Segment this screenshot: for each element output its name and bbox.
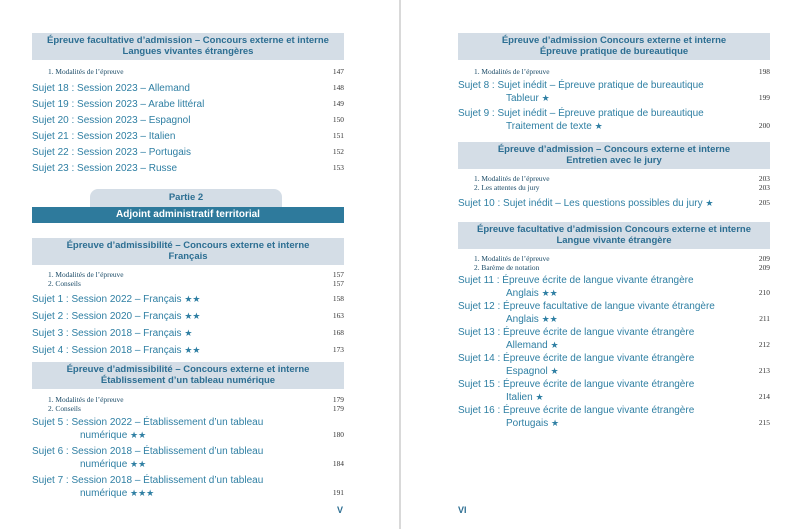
toc-entry-label: Sujet 15 : Épreuve écrite de langue vivante étrangère — [458, 379, 695, 390]
toc-entry[interactable] — [458, 275, 770, 300]
page-folio: V — [337, 505, 344, 515]
section-entretien — [458, 142, 770, 210]
toc-entry-label: Sujet 8 : Sujet inédit – Épreuve pratique de bureautique — [458, 79, 704, 91]
toc-entry-label-cont: Anglais — [506, 288, 539, 299]
toc-entry-label: Sujet 22 : Session 2023 – Portugais — [32, 146, 191, 158]
toc-entry-label: Sujet 19 : Session 2023 – Arabe littéral — [32, 98, 205, 110]
difficulty-stars: ★ — [550, 366, 559, 376]
page-number: 147 — [332, 67, 344, 76]
toc-entry[interactable] — [458, 197, 770, 210]
toc-entry[interactable] — [458, 80, 770, 105]
toc-entry[interactable] — [32, 446, 344, 471]
toc-entry-label-cont: Anglais — [506, 314, 539, 325]
page-number: 211 — [759, 314, 770, 323]
section-subtitle: Langue vivante étrangère — [556, 235, 672, 246]
difficulty-stars: ★★ — [184, 294, 201, 304]
page-number: 179 — [332, 403, 344, 413]
difficulty-stars: ★ — [550, 340, 559, 350]
section-header — [32, 238, 344, 265]
toc-subitem[interactable] — [458, 68, 770, 77]
difficulty-stars: ★ — [551, 418, 560, 428]
toc-entry-label-cont: Traitement de texte — [506, 120, 592, 132]
toc-entry-label: Sujet 6 : Session 2018 – Établissement d’un tableau — [32, 446, 264, 457]
section-subtitle: Langues vivantes étrangères — [122, 46, 254, 57]
toc-entry-label-cont: Espagnol — [506, 366, 548, 377]
toc-entry[interactable] — [458, 108, 770, 133]
toc-entry[interactable] — [32, 417, 344, 442]
section-title: Épreuve facultative d’admission – Concours externe et interne — [47, 35, 329, 46]
toc-subitem-label: 1. Modalités de l’épreuve — [474, 174, 550, 183]
difficulty-stars: ★ — [535, 392, 544, 402]
page-number: 215 — [758, 418, 770, 427]
difficulty-stars: ★ — [541, 92, 550, 103]
page-number: 209 — [758, 254, 770, 263]
page-number: 180 — [332, 430, 344, 439]
toc-entry[interactable] — [458, 379, 770, 404]
toc-entry-label-cont: Tableur — [506, 92, 539, 104]
difficulty-stars: ★★ — [130, 459, 147, 469]
page-number: 203 — [758, 182, 770, 192]
difficulty-stars: ★★ — [184, 345, 201, 355]
toc-entry[interactable] — [32, 83, 344, 95]
section-title: Épreuve d’admission Concours externe et interne — [501, 35, 727, 46]
toc-subitem[interactable] — [32, 405, 344, 414]
toc-subitem[interactable] — [32, 280, 344, 289]
toc-entry-label-cont: numérique — [80, 459, 128, 470]
toc-subitem[interactable] — [458, 264, 770, 273]
difficulty-stars: ★★ — [541, 288, 558, 298]
section-langue-vivante — [458, 222, 770, 430]
section-subtitle: Français — [168, 251, 208, 262]
page-number: 179 — [332, 395, 344, 404]
page-number: 214 — [758, 392, 770, 401]
toc-entry[interactable] — [32, 327, 344, 340]
toc-entry[interactable] — [32, 344, 344, 357]
toc-entry-label: Sujet 1 : Session 2022 – Français — [32, 294, 182, 305]
toc-entry-label: Sujet 14 : Épreuve écrite de langue vivante étrangère — [458, 353, 695, 364]
page-number: 210 — [758, 288, 770, 297]
page-number: 200 — [758, 120, 770, 130]
toc-subitem-label: 2. Barème de notation — [474, 262, 540, 272]
toc-entry-label: Sujet 5 : Session 2022 – Établissement d’un tableau — [32, 417, 264, 428]
toc-entry[interactable] — [32, 475, 344, 500]
toc-entry-label: Sujet 21 : Session 2023 – Italien — [32, 130, 176, 142]
toc-entry-label: Sujet 20 : Session 2023 – Espagnol — [32, 114, 191, 126]
section-header — [32, 33, 344, 60]
part-tab: Partie 2 — [90, 189, 282, 207]
toc-subitem-label: 1. Modalités de l’épreuve — [48, 395, 124, 404]
section-title: Épreuve facultative d’admission Concours externe et interne — [477, 224, 751, 235]
page-number: 203 — [758, 174, 770, 183]
page-number: 173 — [332, 345, 344, 354]
toc-entry[interactable] — [32, 131, 344, 143]
toc-subitem-label: 2. Conseils — [48, 403, 81, 413]
section-subtitle: Entretien avec le jury — [566, 155, 662, 166]
section-francais — [32, 238, 344, 357]
page-number: 199 — [758, 92, 770, 102]
toc-entry[interactable] — [458, 327, 770, 352]
page-number: 191 — [332, 488, 344, 497]
section-header — [458, 222, 770, 249]
toc-entry-label-cont: numérique — [80, 430, 128, 441]
toc-entry-label: Sujet 13 : Épreuve écrite de langue vivante étrangère — [458, 327, 695, 338]
toc-entry[interactable] — [32, 147, 344, 159]
page-number: 149 — [332, 98, 344, 108]
section-title: Épreuve d’admission – Concours externe et interne — [497, 144, 731, 155]
page-number: 168 — [332, 328, 344, 337]
toc-subitem[interactable] — [32, 68, 344, 77]
toc-entry-label: Sujet 10 : Sujet inédit – Les questions possibles du jury — [458, 198, 703, 209]
section-title: Épreuve d’admissibilité – Concours externe et interne — [66, 240, 310, 251]
difficulty-stars: ★ — [184, 328, 193, 338]
toc-entry-label: Sujet 11 : Épreuve écrite de langue vivante étrangère — [458, 275, 694, 286]
section-langues-vivantes — [32, 33, 344, 175]
section-tableau-numerique — [32, 362, 344, 500]
page-number: 157 — [332, 270, 344, 279]
page-number: 158 — [332, 294, 344, 303]
page-number: 163 — [332, 311, 344, 320]
toc-entry-label: Sujet 2 : Session 2020 – Français — [32, 311, 182, 322]
toc-entry-label: Sujet 23 : Session 2023 – Russe — [32, 162, 178, 174]
toc-entry-label-cont: Allemand — [506, 340, 548, 351]
toc-entry-label-cont: Italien — [506, 392, 533, 403]
toc-entry[interactable] — [32, 310, 344, 323]
page-folio: VI — [458, 505, 467, 515]
right-page — [401, 0, 800, 529]
page-number: 152 — [332, 146, 344, 156]
section-subtitle: Établissement d’un tableau numérique — [100, 375, 276, 386]
toc-entry-label-cont: Portugais — [506, 418, 549, 429]
toc-subitem-label: 1. Modalités de l’épreuve — [474, 67, 550, 76]
toc-subitem-label: 1. Modalités de l’épreuve — [48, 270, 124, 279]
page-number: 209 — [758, 262, 770, 272]
difficulty-stars: ★ — [594, 120, 603, 131]
toc-entry-label: Sujet 18 : Session 2023 – Allemand — [32, 82, 190, 94]
left-page — [0, 0, 399, 529]
toc-entry-label: Sujet 16 : Épreuve écrite de langue vivante étrangère — [458, 405, 695, 416]
section-header — [458, 142, 770, 169]
toc-entry-label: Sujet 12 : Épreuve facultative de langue vivante étrangère — [458, 301, 715, 312]
page-number: 184 — [332, 459, 344, 468]
difficulty-stars: ★★ — [130, 430, 147, 440]
toc-entry-label-cont: numérique — [80, 488, 128, 499]
page-number: 153 — [332, 162, 344, 172]
toc-subitem-label: 2. Conseils — [48, 278, 81, 288]
page-number: 148 — [332, 82, 344, 92]
toc-entry[interactable] — [458, 405, 770, 430]
toc-entry[interactable] — [32, 293, 344, 306]
toc-entry[interactable] — [458, 353, 770, 378]
toc-entry-label: Sujet 3 : Session 2018 – Français — [32, 328, 182, 339]
toc-entry[interactable] — [32, 163, 344, 175]
page-number: 151 — [332, 130, 344, 140]
toc-subitem-label: 1. Modalités de l’épreuve — [48, 67, 124, 76]
page-number: 150 — [332, 114, 344, 124]
difficulty-stars: ★★ — [541, 314, 558, 324]
page-number: 198 — [758, 67, 770, 76]
section-bureautique — [458, 33, 770, 133]
page-number: 213 — [758, 366, 770, 375]
section-header — [458, 33, 770, 60]
difficulty-stars: ★★★ — [130, 488, 155, 498]
toc-entry-label: Sujet 7 : Session 2018 – Établissement d’un tableau — [32, 475, 264, 486]
difficulty-stars: ★★ — [184, 311, 201, 321]
toc-subitem[interactable] — [458, 184, 770, 193]
page-number: 157 — [332, 278, 344, 288]
toc-subitem-label: 1. Modalités de l’épreuve — [474, 254, 550, 263]
toc-entry-label: Sujet 9 : Sujet inédit – Épreuve pratique de bureautique — [458, 107, 704, 119]
toc-entry-label: Sujet 4 : Session 2018 – Français — [32, 345, 182, 356]
section-header — [32, 362, 344, 389]
toc-subitem-label: 2. Les attentes du jury — [474, 182, 540, 192]
section-title: Épreuve d’admissibilité – Concours externe et interne — [66, 364, 310, 375]
toc-entry[interactable] — [32, 115, 344, 127]
part-title-bar: Adjoint administratif territorial — [32, 207, 344, 223]
section-subtitle: Épreuve pratique de bureautique — [539, 46, 689, 57]
page-number: 212 — [758, 340, 770, 349]
page-number: 205 — [758, 198, 770, 207]
toc-entry[interactable] — [32, 99, 344, 111]
toc-entry[interactable] — [458, 301, 770, 326]
difficulty-stars: ★ — [705, 198, 714, 208]
